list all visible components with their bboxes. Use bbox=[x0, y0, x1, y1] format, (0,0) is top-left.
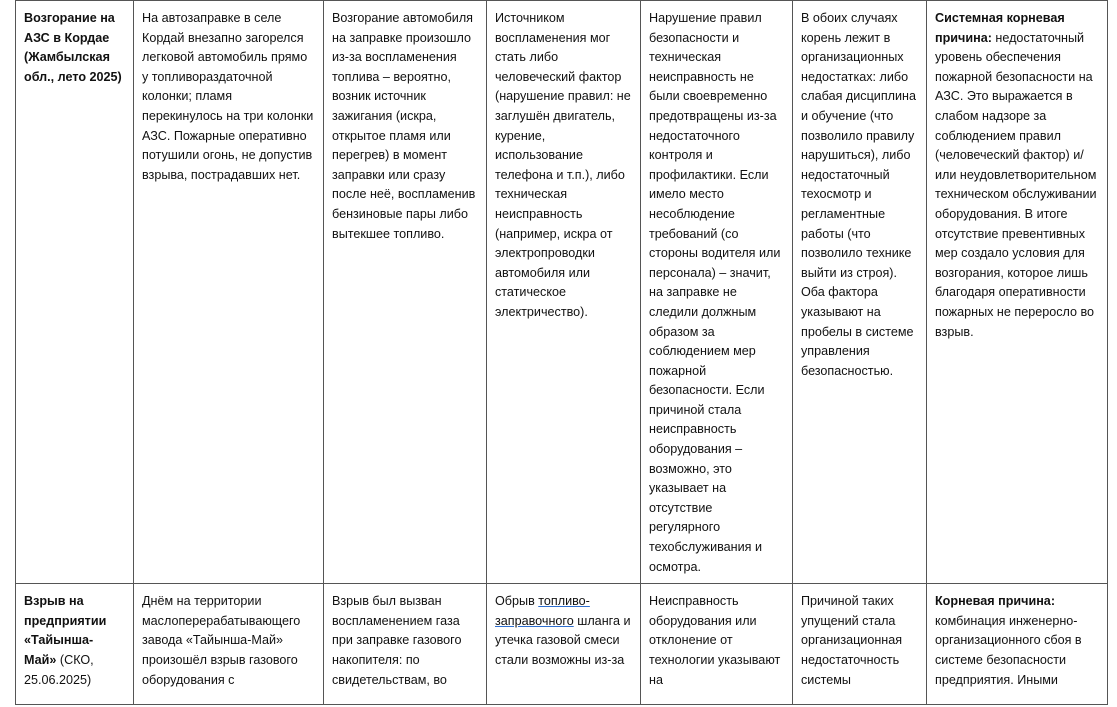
incident-title-cell bbox=[16, 584, 134, 705]
root-cause-cell bbox=[927, 1, 1108, 584]
root-cause-text: недостаточный уровень обеспечения пожарной безопасности на АЗС. Это выражается в слабом надзоре за соблюдением правил (человеческий фактор) и/или неудовлетворительном техническом обслуживании оборудования. В итоге отсутствие превентивных мер создало условия для возгорания, которое лишь благодаря оперативности пожарных не переросло во взрыв. bbox=[935, 30, 1097, 339]
analysis-table bbox=[15, 0, 1108, 705]
incident-description-cell: На автозаправке в селе Кордай внезапно загорелся легковой автомобиль прямо у топливораздаточной колонки; пламя перекинулось на три колонки АЗС. Пожарные оперативно потушили огонь, не допустив взрыва, пострадавших нет. bbox=[134, 1, 324, 584]
direct-cause-cell: Взрыв был вызван воспламенением газа при заправке газового накопителя: по свидетельствам, во bbox=[324, 584, 487, 705]
spellcheck-underlined-word: топливо-заправочного bbox=[495, 594, 590, 628]
incident-description-cell: Днём на территории маслоперерабатывающего завода «Тайынша-Май» произошёл взрыв газового оборудования с bbox=[134, 584, 324, 705]
cause-rest: шланга и утечка газовой смеси стали возможны из-за bbox=[495, 613, 631, 667]
incident-title-bold: Взрыв на предприятии «Тайынша-Май» bbox=[24, 594, 107, 667]
root-cause-label: Корневая причина: bbox=[935, 594, 1056, 609]
ignition-source-cell: Источником воспламенения мог стать либо человеческий фактор (нарушение правил: не заглушён двигатель, курение, использование телефона и т.п.), либо техническая неисправность (например, искра от электропроводки автомобиля или статическое электричество). bbox=[487, 1, 641, 584]
root-cause-label: Системная корневая причина: bbox=[935, 11, 1065, 45]
root-cause-text: комбинация инженерно-организационного сбоя в системе безопасности предприятия. Иными bbox=[935, 613, 1082, 687]
ignition-source-cell bbox=[487, 584, 641, 705]
direct-cause-cell: Возгорание автомобиля на заправке произошло из-за воспламенения топлива – вероятно, возник источник зажигания (искра, открытое пламя или перегрев) в момент заправки или сразу после неё, воспламенив бензиновые пары либо вытекшее топливо. bbox=[324, 1, 487, 584]
table-row bbox=[16, 584, 1108, 705]
violation-cell: Неисправность оборудования или отклонение от технологии указывают на bbox=[641, 584, 793, 705]
cause-prefix: Обрыв bbox=[495, 594, 539, 609]
table-row bbox=[16, 1, 1108, 584]
root-cause-cell bbox=[927, 584, 1108, 705]
violation-cell: Нарушение правил безопасности и техническая неисправность не были своевременно предотвращены из-за недостаточного контроля и профилактики. Если имело место несоблюдение требований (со стороны водителя или персонала) – значит, на заправке не следили должным образом за соблюдением мер пожарной безопасности. Если причиной стала неисправность оборудования – возможно, это указывает на отсутствие регулярного техобслуживания и осмотра. bbox=[641, 1, 793, 584]
organizational-cause-cell: В обоих случаях корень лежит в организационных недостатках: либо слабая дисциплина и обучение (что позволило правилу нарушиться), либо недостаточный техосмотр и регламентные работы (что позволило технике выйти из строя). Оба фактора указывают на пробелы в системе управления безопасностью. bbox=[793, 1, 927, 584]
incident-title-date: (СКО, 25.06.2025) bbox=[24, 653, 94, 687]
organizational-cause-cell: Причиной таких упущений стала организационная недостаточность системы bbox=[793, 584, 927, 705]
incident-title-cell: Возгорание на АЗС в Кордае (Жамбылская обл., лето 2025) bbox=[16, 1, 134, 584]
